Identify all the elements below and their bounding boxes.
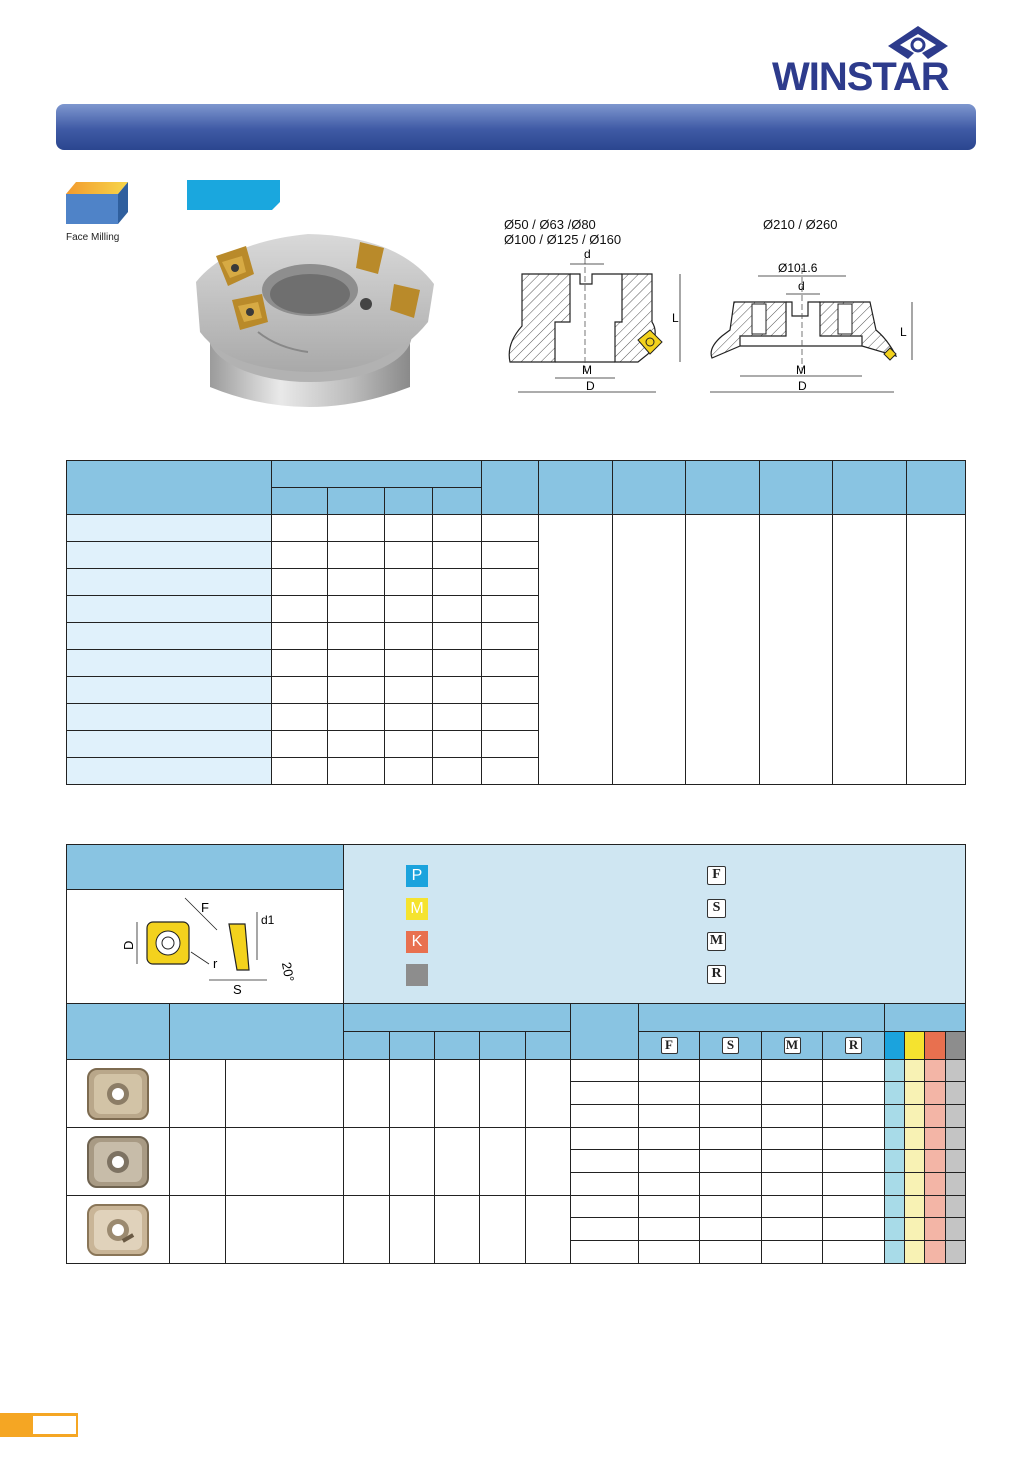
right-d-label: d [798,279,805,293]
insert-geometry-cell [67,890,344,1004]
legend-material-m: M [406,898,428,920]
material-header-n [946,1032,966,1060]
legend-panel [344,845,966,1004]
table-row [67,515,966,542]
left-M-label: M [582,363,592,377]
insert-F-label: F [201,900,209,915]
material-header-p [885,1032,905,1060]
header-cell [833,461,907,515]
grade-header-f: F [639,1032,700,1060]
header-cell [907,461,966,515]
title-banner [56,104,976,150]
right-M-label: M [796,363,806,377]
insert-image-cell [67,1196,170,1264]
insert-section-header [67,845,344,890]
legend-grade-f: F [707,866,726,885]
header-cell [385,488,433,515]
left-d-label: d [584,247,591,261]
section-tag [187,180,280,210]
brand-name: WINSTAR [772,55,949,99]
header-cell [328,488,385,515]
grade-header-m: M [762,1032,823,1060]
grade-header-r: R [823,1032,885,1060]
left-L-label: L [672,311,679,325]
right-L-label: L [900,325,907,339]
header-cell [613,461,686,515]
face-milling-icon [62,178,130,226]
header-cell [686,461,760,515]
insert-image-cell [67,1060,170,1128]
insert-r-label: r [213,956,218,971]
inserts-table [66,844,966,1264]
grade-header-s: S [700,1032,762,1060]
header-cell [67,461,272,515]
header-cell [482,461,539,515]
left-caption-line2: Ø100 / Ø125 / Ø160 [504,232,622,247]
insert-angle-label: 20° [278,960,298,983]
legend-material-k: K [406,931,428,953]
cutter-image [188,222,440,422]
header-cell [67,1004,170,1060]
insert-S-label: S [233,982,242,997]
insert-photo [82,1133,154,1191]
insert-image-cell [67,1128,170,1196]
cutter-specs-table [66,460,966,785]
insert-geometry-drawing [67,890,344,1000]
legend-grade-r: R [707,965,726,984]
table-row [67,1060,966,1082]
table-row [67,1128,966,1150]
page-number-box [33,1416,76,1434]
right-diagram-caption: Ø210 / Ø260 [763,217,838,232]
header-cell [272,488,328,515]
face-milling-label: Face Milling [66,232,120,243]
left-diagram-caption [504,217,621,247]
legend-material-n [406,964,428,986]
insert-photo [82,1065,154,1123]
legend-grade-m: M [707,932,726,951]
header-cell [571,1004,639,1060]
insert-photo [82,1201,154,1259]
material-header-k [925,1032,946,1060]
material-header-m [905,1032,925,1060]
header-cell [344,1004,571,1032]
header-cell [170,1004,344,1060]
header-cell [272,461,482,488]
insert-D-label: D [121,940,136,950]
legend-grade-s: S [707,899,726,918]
right-cross-section-drawing [700,258,925,398]
table-row [67,1196,966,1218]
header-cell [885,1004,966,1032]
header-cell [760,461,833,515]
legend-material-p: P [406,865,428,887]
header-cell [433,488,482,515]
right-D-label: D [798,379,807,393]
insert-d1-label: d1 [261,913,275,927]
header-cell [639,1004,885,1032]
left-cross-section-drawing [500,244,690,399]
right-bore-label: Ø101.6 [778,261,818,275]
left-D-label: D [586,379,595,393]
brand-logo [772,22,977,97]
header-cell [539,461,613,515]
left-caption-line1: Ø50 / Ø63 /Ø80 [504,217,596,232]
